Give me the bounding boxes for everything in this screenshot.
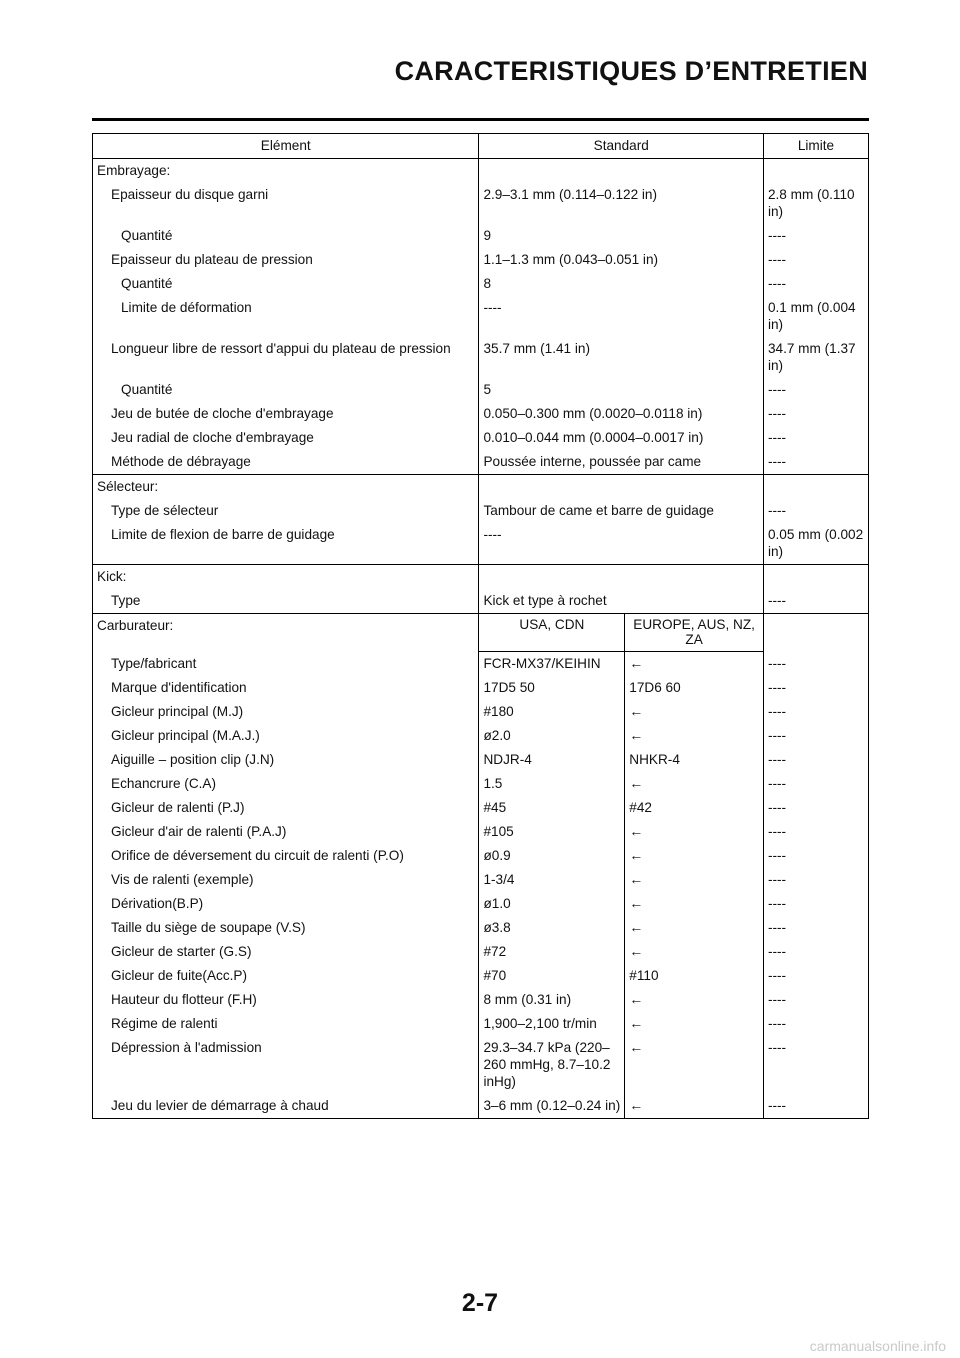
empty-cell <box>479 565 763 590</box>
row-label: Limite de flexion de barre de guidage <box>93 523 479 565</box>
row-limit: 0.1 mm (0.004 in) <box>763 296 868 337</box>
row-limit: ---- <box>763 248 868 272</box>
row-limit: ---- <box>763 892 868 916</box>
row-label: Dérivation(B.P) <box>93 892 479 916</box>
row-standard-usa: #72 <box>479 940 625 964</box>
header-element: Elément <box>93 134 479 159</box>
section-title-row <box>93 565 869 590</box>
table-row <box>93 1036 869 1094</box>
subheader-europe: EUROPE, AUS, NZ, ZA <box>625 614 764 652</box>
empty-cell <box>479 159 763 184</box>
empty-cell <box>763 565 868 590</box>
kick-section <box>93 565 869 614</box>
row-label: Jeu du levier de démarrage à chaud <box>93 1094 479 1119</box>
table-row <box>93 796 869 820</box>
same-as-left-arrow-icon: ← <box>625 700 764 724</box>
row-label: Aiguille – position clip (J.N) <box>93 748 479 772</box>
section-title: Carburateur: <box>93 614 479 652</box>
row-label: Type <box>93 589 479 614</box>
row-label: Méthode de débrayage <box>93 450 479 475</box>
row-limit: ---- <box>763 1036 868 1094</box>
row-standard-europe: #110 <box>625 964 764 988</box>
row-standard: 0.050–0.300 mm (0.0020–0.0118 in) <box>479 402 763 426</box>
row-limit: ---- <box>763 224 868 248</box>
section-title-row <box>93 614 869 652</box>
row-limit: ---- <box>763 700 868 724</box>
row-standard: ---- <box>479 523 763 565</box>
row-standard-europe: NHKR-4 <box>625 748 764 772</box>
row-limit: ---- <box>763 426 868 450</box>
row-standard-usa: 29.3–34.7 kPa (220–260 mmHg, 8.7–10.2 inHg) <box>479 1036 625 1094</box>
same-as-left-arrow-icon: ← <box>625 916 764 940</box>
section-title-row <box>93 475 869 500</box>
row-standard-usa: 3–6 mm (0.12–0.24 in) <box>479 1094 625 1119</box>
row-limit: ---- <box>763 964 868 988</box>
table-row <box>93 724 869 748</box>
row-limit: 0.05 mm (0.002 in) <box>763 523 868 565</box>
row-label: Jeu radial de cloche d'embrayage <box>93 426 479 450</box>
row-standard-usa: 1,900–2,100 tr/min <box>479 1012 625 1036</box>
row-limit: ---- <box>763 820 868 844</box>
row-standard-usa: #105 <box>479 820 625 844</box>
row-standard: 9 <box>479 224 763 248</box>
page-number: 2-7 <box>461 1289 499 1317</box>
same-as-left-arrow-icon: ← <box>625 1094 764 1119</box>
table-row <box>93 402 869 426</box>
same-as-left-arrow-icon: ← <box>625 892 764 916</box>
same-as-left-arrow-icon: ← <box>625 868 764 892</box>
table-row <box>93 772 869 796</box>
row-limit: ---- <box>763 940 868 964</box>
table-row <box>93 892 869 916</box>
row-label: Epaisseur du plateau de pression <box>93 248 479 272</box>
specifications-table <box>92 133 869 1119</box>
row-label: Type/fabricant <box>93 652 479 677</box>
row-standard: ---- <box>479 296 763 337</box>
row-label: Gicleur d'air de ralenti (P.A.J) <box>93 820 479 844</box>
row-limit: ---- <box>763 272 868 296</box>
row-label: Quantité <box>93 378 479 402</box>
row-standard: 35.7 mm (1.41 in) <box>479 337 763 378</box>
row-label: Gicleur de starter (G.S) <box>93 940 479 964</box>
row-limit: 34.7 mm (1.37 in) <box>763 337 868 378</box>
row-label: Dépression à l'admission <box>93 1036 479 1094</box>
row-standard: 0.010–0.044 mm (0.0004–0.0017 in) <box>479 426 763 450</box>
header-row <box>93 134 869 159</box>
row-label: Quantité <box>93 272 479 296</box>
row-standard-usa: FCR-MX37/KEIHIN <box>479 652 625 677</box>
row-standard: Kick et type à rochet <box>479 589 763 614</box>
row-limit: ---- <box>763 1012 868 1036</box>
same-as-left-arrow-icon: ← <box>625 1036 764 1094</box>
subheader-usa-cdn: USA, CDN <box>479 614 625 652</box>
same-as-left-arrow-icon: ← <box>625 940 764 964</box>
row-limit: ---- <box>763 748 868 772</box>
empty-cell <box>763 475 868 500</box>
row-limit: ---- <box>763 450 868 475</box>
table-row <box>93 272 869 296</box>
clutch-section <box>93 159 869 475</box>
row-label: Type de sélecteur <box>93 499 479 523</box>
same-as-left-arrow-icon: ← <box>625 988 764 1012</box>
row-standard-usa: 1-3/4 <box>479 868 625 892</box>
table-row <box>93 499 869 523</box>
table-row <box>93 1094 869 1119</box>
header-limit: Limite <box>763 134 868 159</box>
watermark: carmanualsonline.info <box>809 1338 946 1354</box>
row-limit: ---- <box>763 1094 868 1119</box>
row-label: Quantité <box>93 224 479 248</box>
table-row <box>93 748 869 772</box>
table-row <box>93 378 869 402</box>
empty-cell <box>763 159 868 184</box>
section-title: Sélecteur: <box>93 475 479 500</box>
row-label: Orifice de déversement du circuit de ralenti (P.O) <box>93 844 479 868</box>
row-label: Gicleur principal (M.A.J.) <box>93 724 479 748</box>
row-standard-usa: ø2.0 <box>479 724 625 748</box>
row-limit: 2.8 mm (0.110 in) <box>763 183 868 224</box>
row-standard: 5 <box>479 378 763 402</box>
row-label: Vis de ralenti (exemple) <box>93 868 479 892</box>
row-label: Echancrure (C.A) <box>93 772 479 796</box>
row-limit: ---- <box>763 724 868 748</box>
row-label: Limite de déformation <box>93 296 479 337</box>
table-row <box>93 450 869 475</box>
row-limit: ---- <box>763 499 868 523</box>
row-limit: ---- <box>763 589 868 614</box>
row-label: Régime de ralenti <box>93 1012 479 1036</box>
row-limit: ---- <box>763 988 868 1012</box>
row-label: Gicleur principal (M.J) <box>93 700 479 724</box>
row-limit: ---- <box>763 844 868 868</box>
table-header <box>93 134 869 159</box>
row-label: Taille du siège de soupape (V.S) <box>93 916 479 940</box>
table-row <box>93 916 869 940</box>
row-limit: ---- <box>763 916 868 940</box>
row-label: Epaisseur du disque garni <box>93 183 479 224</box>
same-as-left-arrow-icon: ← <box>625 1012 764 1036</box>
table-row <box>93 183 869 224</box>
empty-cell <box>479 475 763 500</box>
section-title: Embrayage: <box>93 159 479 184</box>
row-standard: 1.1–1.3 mm (0.043–0.051 in) <box>479 248 763 272</box>
table-row <box>93 589 869 614</box>
table-row <box>93 964 869 988</box>
same-as-left-arrow-icon: ← <box>625 772 764 796</box>
row-standard-usa: 8 mm (0.31 in) <box>479 988 625 1012</box>
row-label: Marque d'identification <box>93 676 479 700</box>
row-standard-usa: NDJR-4 <box>479 748 625 772</box>
row-standard-europe: 17D6 60 <box>625 676 764 700</box>
row-standard-usa: ø0.9 <box>479 844 625 868</box>
table-row <box>93 652 869 677</box>
selector-section <box>93 475 869 565</box>
row-label: Longueur libre de ressort d'appui du plateau de pression <box>93 337 479 378</box>
row-standard: 8 <box>479 272 763 296</box>
row-standard-usa: #45 <box>479 796 625 820</box>
row-standard-europe: #42 <box>625 796 764 820</box>
table-row <box>93 426 869 450</box>
carburetor-section <box>93 614 869 1119</box>
table-row <box>93 988 869 1012</box>
same-as-left-arrow-icon: ← <box>625 844 764 868</box>
table-row <box>93 248 869 272</box>
row-label: Gicleur de fuite(Acc.P) <box>93 964 479 988</box>
row-standard-usa: 17D5 50 <box>479 676 625 700</box>
table-row <box>93 224 869 248</box>
table-row <box>93 820 869 844</box>
table-row <box>93 676 869 700</box>
table-row <box>93 868 869 892</box>
same-as-left-arrow-icon: ← <box>625 820 764 844</box>
table-row <box>93 523 869 565</box>
same-as-left-arrow-icon: ← <box>625 652 764 677</box>
header-standard: Standard <box>479 134 763 159</box>
title-rule <box>92 118 869 121</box>
row-limit: ---- <box>763 772 868 796</box>
empty-cell <box>763 614 868 652</box>
section-title: Kick: <box>93 565 479 590</box>
table-row <box>93 844 869 868</box>
table-row <box>93 1012 869 1036</box>
section-title-row <box>93 159 869 184</box>
row-limit: ---- <box>763 652 868 677</box>
table-row <box>93 700 869 724</box>
row-label: Hauteur du flotteur (F.H) <box>93 988 479 1012</box>
row-standard-usa: ø3.8 <box>479 916 625 940</box>
row-label: Jeu de butée de cloche d'embrayage <box>93 402 479 426</box>
row-standard-usa: 1.5 <box>479 772 625 796</box>
row-limit: ---- <box>763 796 868 820</box>
row-standard-usa: ø1.0 <box>479 892 625 916</box>
same-as-left-arrow-icon: ← <box>625 724 764 748</box>
row-limit: ---- <box>763 402 868 426</box>
row-limit: ---- <box>763 676 868 700</box>
row-standard-usa: #180 <box>479 700 625 724</box>
row-limit: ---- <box>763 378 868 402</box>
row-standard-usa: #70 <box>479 964 625 988</box>
row-label: Gicleur de ralenti (P.J) <box>93 796 479 820</box>
row-standard: Poussée interne, poussée par came <box>479 450 763 475</box>
page-title: CARACTERISTIQUES D’ENTRETIEN <box>394 56 868 86</box>
table-row <box>93 940 869 964</box>
row-limit: ---- <box>763 868 868 892</box>
table-row <box>93 296 869 337</box>
row-standard: Tambour de came et barre de guidage <box>479 499 763 523</box>
table-row <box>93 337 869 378</box>
row-standard: 2.9–3.1 mm (0.114–0.122 in) <box>479 183 763 224</box>
